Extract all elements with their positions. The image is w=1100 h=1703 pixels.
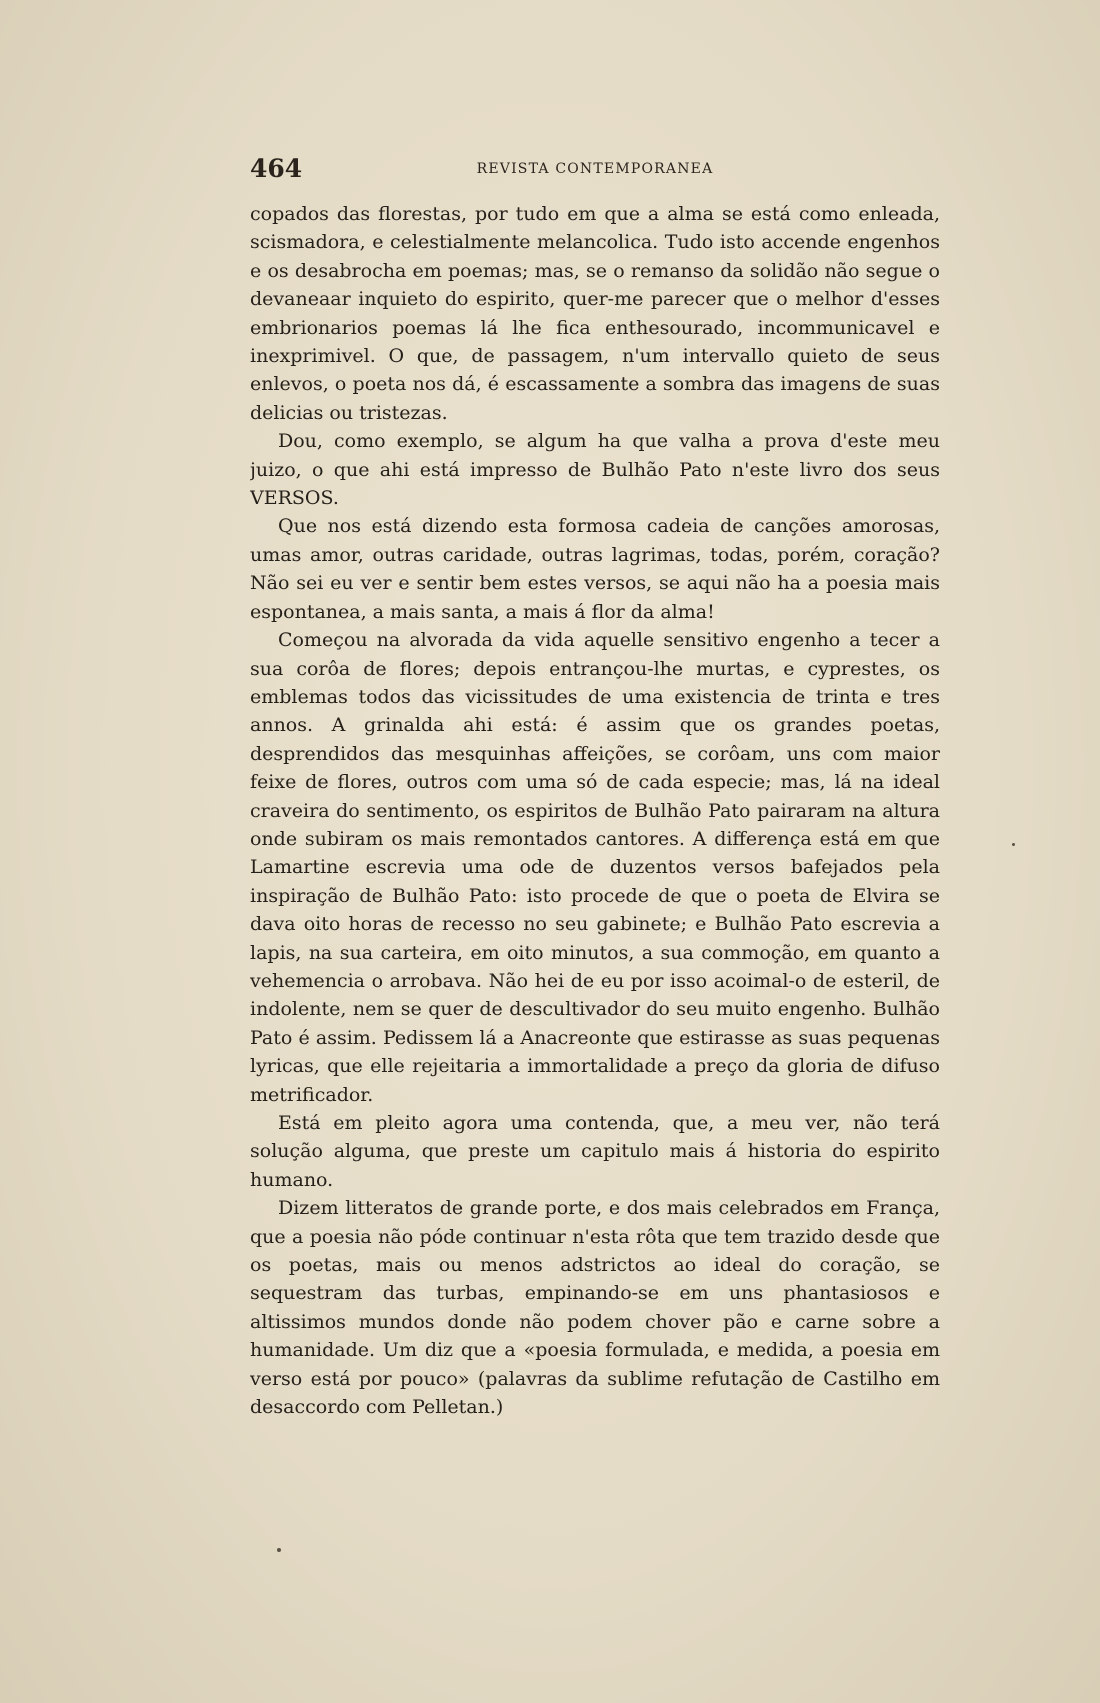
paragraph: Dou, como exemplo, se algum ha que valha a prova d'este meu juizo, o que ahi está impresso de Bulhão Pato n'este livro dos seus VERSOS. [250,430,940,510]
paper-speck [1012,843,1015,846]
paragraph: Está em pleito agora uma contenda, que, a meu ver, não terá solução alguma, que preste um capitulo mais á historia do espirito humano. [250,1112,940,1191]
paper-speck [277,1548,281,1552]
paragraph: Começou na alvorada da vida aquelle sensitivo engenho a tecer a sua corôa de flores; depois entrançou-lhe murtas, e cyprestes, os emblemas todos das vicissitudes de uma existencia de trinta e tres annos. A grinalda ahi está: é assim que os grandes poetas, desprendidos das mesquinhas affeições, se corôam, uns com maior feixe de flores, outros com uma só de cada especie; mas, lá na ideal craveira do sentimento, os espiritos de Bulhão Pato pairaram na altura onde subiram os mais remontados cantores. A differença está em que Lamartine escrevia uma ode de duzentos versos bafejados pela inspiração de Bulhão Pato: isto procede de que o poeta de Elvira se dava oito horas de recesso no seu gabinete; e Bulhão Pato escrevia a lapis, na sua carteira, em oito minutos, a sua commoção, em quanto a vehemencia o arrobava. Não hei de eu por isso acoimal-o de esteril, de indolente, nem se quer de descultivador do seu muito engenho. Bulhão Pato é assim. Pedissem lá a Anacreonte que estirasse as suas pequenas lyricas, que elle rejeitaria a immortalidade a preço da gloria de difuso metrificador. [250,629,940,1106]
paragraph: Que nos está dizendo esta formosa cadeia de canções amorosas, umas amor, outras caridade, outras lagrimas, todas, porém, coração? Não sei eu ver e sentir bem estes versos, se aqui não ha a poesia mais espontanea, a mais santa, a mais á flor da alma! [250,515,940,623]
paragraph: Dizem litteratos de grande porte, e dos mais celebrados em França, que a poesia não póde continuar n'esta rôta que tem trazido desde que os poetas, mais ou menos adstrictos ao ideal do coração, se sequestram das turbas, empinando-se em uns phantasiosos e altissimos mundos donde não podem chover pão e carne sobre a humanidade. Um diz que a «poesia formulada, e medida, a poesia em verso está por pouco» (palavras da sublime refutação de Castilho em desaccordo com Pelletan.) [250,1197,940,1419]
paragraph: copados das florestas, por tudo em que a alma se está como enleada, scismadora, e celestialmente melancolica. Tudo isto accende engenhos e os desabrocha em poemas; mas, se o remanso da solidão não segue o devaneaar inquieto do espirito, quer-me parecer que o melhor d'esses embrionarios poemas lá lhe fica enthesourado, incommunicavel e inexprimivel. O que, de passagem, n'um intervallo quieto de seus enlevos, o poeta nos dá, é escassamente a sombra das imagens de suas delicias ou tristezas. [250,203,940,424]
page-header [250,150,940,190]
running-head: REVISTA CONTEMPORANEA [476,161,714,177]
page-number: 464 [250,154,303,183]
body-text [250,200,940,1470]
